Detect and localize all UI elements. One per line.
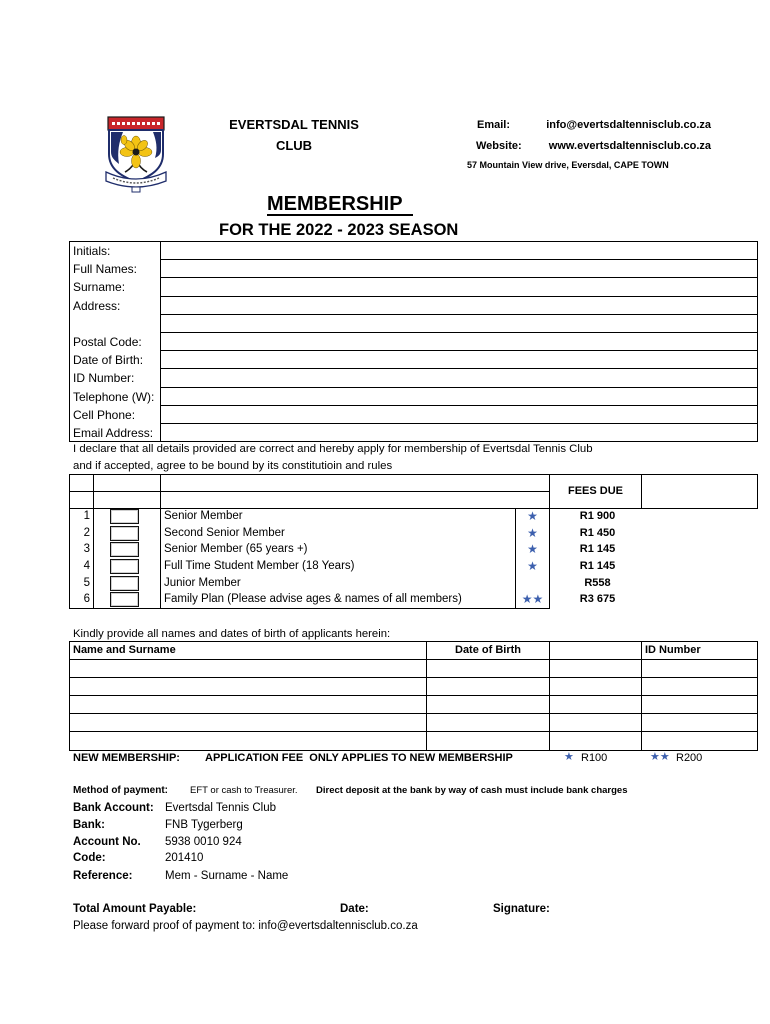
membership-checkbox-2[interactable] — [110, 526, 139, 541]
fee-row-number: 6 — [83, 593, 90, 605]
fee-row-label: Full Time Student Member (18 Years) — [164, 560, 355, 572]
email-link[interactable]: info@evertsdaltennisclub.co.za — [546, 119, 711, 131]
date-of-birth-label: Date of Birth: — [73, 353, 144, 367]
application-fee-note: APPLICATION FEE ONLY APPLIES TO NEW MEMBERSHIP — [205, 752, 513, 764]
branch-code-label: Code: — [73, 852, 106, 864]
fee-row-amount: R1 145 — [579, 543, 616, 555]
declaration-line2: and if accepted, agree to be bound by its constitutioin and rules — [73, 460, 393, 472]
telephone-work-field[interactable] — [161, 388, 757, 406]
cell-phone-label: Cell Phone: — [73, 408, 136, 422]
applicant-id-cell[interactable] — [641, 659, 758, 678]
fee-row-label: Senior Member (65 years +) — [164, 543, 308, 555]
id-number-label: ID Number: — [73, 371, 135, 385]
id-number-field[interactable] — [161, 369, 757, 388]
postal-code-field[interactable] — [161, 333, 757, 351]
applicants-header-id — [641, 641, 758, 660]
fee-row-label: Senior Member — [164, 510, 243, 522]
applicant-name-cell[interactable] — [69, 695, 427, 714]
membership-checkbox-5[interactable] — [110, 576, 139, 591]
applicant-name-cell[interactable] — [69, 677, 427, 696]
bank-account-label: Bank Account: — [73, 802, 154, 814]
cell-phone-field[interactable] — [161, 406, 757, 424]
fees-header-cell — [93, 491, 161, 509]
page-title: MEMBERSHIP — [267, 194, 413, 216]
club-name-line2: CLUB — [275, 138, 313, 153]
bank-charges-note: Direct deposit at the bank by way of cash must include bank charges — [316, 785, 628, 796]
fee-row-number: 1 — [83, 510, 90, 522]
bank-label: Bank: — [73, 819, 105, 831]
club-name-line1: EVERTSDAL TENNIS — [229, 117, 359, 132]
email-address-field[interactable] — [161, 424, 757, 441]
fee-row-amount: R1 145 — [579, 560, 616, 572]
applicant-extra-cell[interactable] — [549, 713, 642, 732]
fee-row-number: 3 — [83, 543, 90, 555]
id-number-header: ID Number — [645, 644, 701, 656]
telephone-work-label: Telephone (W): — [73, 390, 155, 404]
fee-row-label: Family Plan (Please advise ages & names of all members) — [164, 593, 462, 605]
account-number-value: 5938 0010 924 — [165, 836, 242, 848]
double-star-icon: ★★ — [650, 751, 670, 763]
fees-header-cell — [69, 474, 94, 492]
email-address-label: Email Address: — [73, 426, 154, 440]
fee-row-amount: R3 675 — [579, 593, 616, 605]
applicant-dob-cell[interactable] — [426, 713, 550, 732]
fee-row-number: 4 — [83, 560, 90, 572]
reference-label: Reference: — [73, 870, 133, 882]
initials-field[interactable] — [161, 242, 757, 260]
applicant-extra-cell[interactable] — [549, 677, 642, 696]
name-and-surname-header: Name and Surname — [73, 644, 176, 656]
application-fee-tier2: R200 — [676, 752, 703, 764]
bank-account-value: Evertsdal Tennis Club — [165, 802, 277, 814]
applicant-dob-cell[interactable] — [426, 731, 550, 751]
date-of-birth-field[interactable] — [161, 351, 757, 369]
fees-header-cell — [160, 474, 550, 492]
applicants-intro: Kindly provide all names and dates of birth of applicants herein: — [73, 628, 391, 640]
applicant-dob-cell[interactable] — [426, 695, 550, 714]
proof-of-payment-note: Please forward proof of payment to: info@evertsdaltennisclub.co.za — [73, 920, 418, 932]
website-link[interactable]: www.evertsdaltennisclub.co.za — [548, 140, 711, 152]
fees-blank-header — [641, 474, 758, 509]
fee-row-label: Second Senior Member — [164, 527, 285, 539]
full-names-label: Full Names: — [73, 262, 138, 276]
page-subtitle: FOR THE 2022 - 2023 SEASON — [219, 221, 459, 239]
postal-code-label: Postal Code: — [73, 335, 142, 349]
full-names-field[interactable] — [161, 260, 757, 278]
star-icon: ★ — [527, 509, 538, 523]
applicant-id-cell[interactable] — [641, 677, 758, 696]
fee-row-amount: R558 — [584, 577, 611, 589]
declaration-line1: I declare that all details provided are correct and hereby apply for membership of Evertsdal Tennis Club — [73, 443, 593, 455]
application-fee-tier1: R100 — [581, 752, 608, 764]
account-number-label: Account No. — [73, 836, 141, 848]
double-star-icon: ★★ — [521, 592, 544, 606]
reference-value: Mem - Surname - Name — [165, 870, 289, 882]
fees-header-cell — [69, 491, 94, 509]
bank-value: FNB Tygerberg — [165, 819, 243, 831]
fees-due-header — [549, 474, 642, 509]
club-address: 57 Mountain View drive, Eversdal, CAPE TOWN — [467, 160, 669, 170]
star-icon: ★ — [527, 526, 538, 540]
address-label: Address: — [73, 299, 121, 313]
fee-row-number: 5 — [83, 577, 90, 589]
branch-code-value: 201410 — [165, 852, 204, 864]
club-crest-logo — [103, 114, 169, 194]
method-of-payment-label: Method of payment: — [73, 785, 168, 796]
applicant-extra-cell[interactable] — [549, 731, 642, 751]
email-label: Email: — [477, 119, 511, 131]
star-icon: ★ — [564, 751, 574, 763]
applicant-name-cell[interactable] — [69, 731, 427, 751]
applicant-dob-cell[interactable] — [426, 659, 550, 678]
fees-due-label: FEES DUE — [567, 485, 623, 497]
applicant-extra-cell[interactable] — [549, 695, 642, 714]
new-membership-label: NEW MEMBERSHIP: — [73, 752, 180, 764]
membership-checkbox-1[interactable] — [110, 509, 139, 524]
fees-header-cell — [93, 474, 161, 492]
star-icon: ★ — [527, 542, 538, 556]
member-details-table — [69, 241, 758, 442]
applicant-id-cell[interactable] — [641, 713, 758, 732]
membership-checkbox-6[interactable] — [110, 592, 139, 607]
fees-header-cell — [160, 491, 550, 509]
initials-label: Initials: — [73, 244, 111, 258]
date-label: Date: — [340, 903, 369, 915]
website-label: Website: — [476, 140, 522, 152]
applicant-dob-cell[interactable] — [426, 677, 550, 696]
total-amount-label: Total Amount Payable: — [73, 903, 197, 915]
applicant-id-cell[interactable] — [641, 731, 758, 751]
surname-field[interactable] — [161, 278, 757, 297]
fee-row-amount: R1 900 — [579, 510, 616, 522]
membership-checkbox-4[interactable] — [110, 559, 139, 574]
surname-label: Surname: — [73, 280, 126, 294]
applicants-header-dob — [426, 641, 550, 660]
membership-checkbox-3[interactable] — [110, 542, 139, 557]
fee-row-number: 2 — [83, 527, 90, 539]
applicant-extra-cell[interactable] — [549, 659, 642, 678]
applicant-id-cell[interactable] — [641, 695, 758, 714]
address-field-line2[interactable] — [161, 315, 757, 333]
applicant-name-cell[interactable] — [69, 659, 427, 678]
address-field-line1[interactable] — [161, 297, 757, 315]
fee-row-amount: R1 450 — [579, 527, 616, 539]
applicant-name-cell[interactable] — [69, 713, 427, 732]
fee-row-label: Junior Member — [164, 577, 241, 589]
star-icon: ★ — [527, 559, 538, 573]
date-of-birth-header: Date of Birth — [455, 644, 521, 656]
signature-label: Signature: — [493, 903, 550, 915]
method-of-payment-value: EFT or cash to Treasurer. — [190, 785, 298, 796]
applicants-header-blank — [549, 641, 642, 660]
applicants-header-name — [69, 641, 427, 660]
